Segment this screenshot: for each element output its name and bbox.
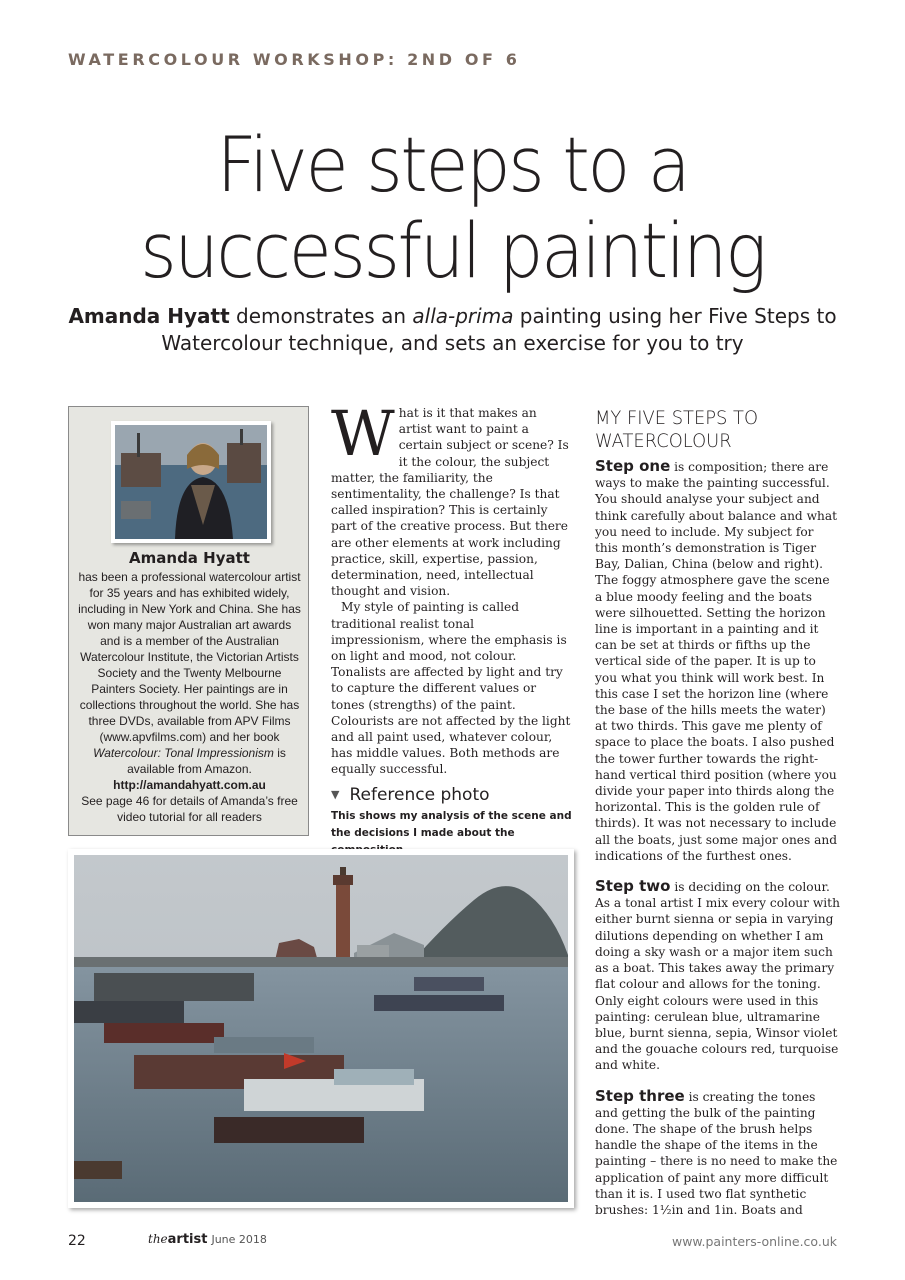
body-paragraph-1	[331, 397, 571, 599]
bio-description	[77, 569, 302, 777]
magazine-name	[148, 1231, 267, 1247]
author-bio-box	[68, 406, 309, 836]
body-paragraph-2: My style of painting is called traditional realist tonal impressionism, where the emphasis is on light and mood, not colour. Tonalists are affected by light and try to capture the different values or tones (strengths) of the paint. Colourists are not affected by the light and all paint used, whatever colour, has middle values. Both methods are equally successful.	[331, 600, 571, 777]
step-three-label: Step three	[595, 1086, 685, 1105]
step-three-paragraph	[595, 1088, 840, 1219]
standfirst-text-1: demonstrates an	[229, 304, 413, 328]
title-line-2: successful painting	[140, 206, 765, 295]
triangle-down-icon: ▼	[331, 788, 340, 801]
step-one-label: Step one	[595, 457, 671, 475]
standfirst-emphasis: alla-prima	[412, 304, 514, 328]
standfirst	[60, 303, 845, 357]
page-number: 22	[68, 1233, 86, 1249]
step-two-paragraph	[595, 878, 840, 1073]
drop-cap: W	[331, 397, 395, 470]
bio-description-end: is available from Amazon.	[127, 746, 286, 776]
step-one-text: is composition; there are ways to make the painting successful. You should analyse your subject and think carefully about balance and what you need to include. My subject for this month’s demonstration is Tiger Bay, Dalian, China (below and right). The foggy atmosphere gave the scene a blue moody feeling and the boats were silhouetted. Setting the horizon line is important in a painting and it can be set at thirds or fifths up the vertical side of the paper. It is up to you what you think will work best. In this case I set the horizon line (where the base of the hills meets the water) at two thirds. This gave me plenty of space to place the boats. I also pushed the tower further towards the right-hand vertical third position (where you divide your paper into thirds along the horizontal. This is the golden rule of thirds). It was not necessary to include all the boats, just some major ones and indications of the furthest ones.	[595, 460, 838, 863]
reference-heading-text: Reference photo	[349, 785, 490, 805]
footer-website[interactable]: www.painters-online.co.uk	[671, 1234, 837, 1249]
issue-date: June 2018	[211, 1233, 267, 1246]
bio-video-note: See page 46 for details of Amanda’s free video tutorial for all readers	[81, 794, 298, 824]
bio-text	[77, 569, 302, 825]
bio-author-name: Amanda Hyatt	[129, 549, 250, 567]
bio-description-text: has been a professional watercolour artist for 35 years and has exhibited widely, including in New York and China. She has won many major Australian art awards and is a member of the Australian Watercolour Institute, the Victorian Artists Society and the Twenty Melbourne Painters Society. Her paintings are in collections throughout the world. She has three DVDs, available from APV Films (www.apvfilms.com) and her book	[78, 570, 301, 744]
reference-photo	[68, 849, 574, 1208]
title-line-1: Five steps to a	[216, 120, 689, 209]
section-kicker: WATERCOLOUR WORKSHOP: 2ND OF 6	[68, 50, 521, 69]
step-three-text: is creating the tones and getting the bulk of the painting done. The shape of the brush helps handle the shape of the items in the painting – there is no need to make the application of paint any more difficult than it is. I used two flat synthetic brushes: 1½in and 1in. Boats and	[595, 1089, 838, 1217]
bio-book-title: Watercolour: Tonal Impressionism	[93, 746, 274, 760]
standfirst-author: Amanda Hyatt	[68, 304, 230, 328]
bio-website-link[interactable]: http://amandahyatt.com.au	[113, 778, 266, 792]
five-steps-heading: MY FIVE STEPS TO WATERCOLOUR	[595, 407, 759, 452]
magazine-name-the: the	[148, 1232, 168, 1246]
body-paragraph-1-text: hat is it that makes an artist want to paint a certain subject or scene? Is it the colour, the subject matter, the familiarity, the sentimentality, the challenge? Is that called inspiration? This is certainly part of the creative process. But there are other elements at work including practice, skill, expertise, passion, determination, need, intellectual thought and vision.	[331, 406, 569, 599]
steps-column	[595, 458, 840, 1218]
step-two-text: is deciding on the colour. As a tonal artist I mix every colour with either burnt sienna or sepia in varying dilutions depending on whether I am doing a sky wash or a major item such as a boat. This takes away the primary flat colour and allows for the toning. Only eight colours were used in this painting: cerulean blue, ultramarine blue, burnt sienna, sepia, Winsor violet and the gouache colours red, turquoise and white.	[595, 880, 840, 1073]
body-column	[331, 397, 571, 778]
step-one-paragraph	[595, 458, 840, 864]
standfirst-text-2: painting using her Five Steps to Watercolour technique, and sets an exercise for you to try	[161, 304, 837, 355]
author-portrait-photo	[111, 421, 271, 543]
reference-photo-heading	[331, 785, 490, 805]
magazine-name-artist: artist	[167, 1232, 208, 1247]
reference-photo-caption: This shows my analysis of the scene and the decisions I made about the	[331, 810, 572, 839]
article-title	[36, 122, 869, 294]
step-two-label: Step two	[595, 877, 671, 896]
